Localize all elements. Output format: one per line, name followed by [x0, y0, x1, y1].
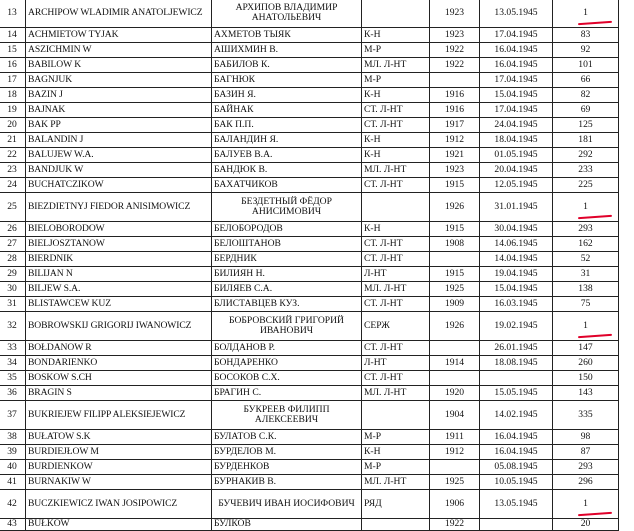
latin-name: BURNAKIW W [26, 475, 212, 490]
rank: К-Н [362, 148, 430, 163]
birth-year: 1908 [430, 237, 480, 252]
rank [362, 519, 430, 531]
row-number: 33 [0, 341, 26, 356]
table-row [0, 133, 619, 148]
table-row [0, 193, 619, 222]
row-number: 35 [0, 371, 26, 386]
cyrillic-name: АХМЕТОВ ТЫЯК [212, 28, 362, 43]
rank [362, 193, 430, 222]
cyrillic-name: БЕРДНИК [212, 252, 362, 267]
table-row [0, 118, 619, 133]
latin-name: BIELJOSZTANOW [26, 237, 212, 252]
birth-year: 1925 [430, 475, 480, 490]
death-date: 18.08.1945 [480, 356, 553, 371]
table-row [0, 371, 619, 386]
table-row [0, 58, 619, 73]
birth-year: 1904 [430, 401, 480, 430]
birth-year: 1915 [430, 222, 480, 237]
cyrillic-name: БОЛДАНОВ Р. [212, 341, 362, 356]
grave-number: 138 [553, 282, 619, 297]
cyrillic-name: БЛИСТАВЦЕВ КУЗ. [212, 297, 362, 312]
death-date: 15.04.1945 [480, 88, 553, 103]
rank: МЛ. Л-НТ [362, 282, 430, 297]
birth-year [430, 73, 480, 88]
latin-name: BOSKOW S.CH [26, 371, 212, 386]
row-number: 41 [0, 475, 26, 490]
death-date: 10.05.1945 [480, 475, 553, 490]
row-number: 42 [0, 490, 26, 519]
grave-number: 1 [553, 0, 619, 28]
death-date: 24.04.1945 [480, 118, 553, 133]
latin-name: BAJNAK [26, 103, 212, 118]
death-date: 17.04.1945 [480, 103, 553, 118]
death-date [480, 519, 553, 531]
rank: К-Н [362, 88, 430, 103]
cyrillic-name: БАЛАНДИН Я. [212, 133, 362, 148]
grave-number: 181 [553, 133, 619, 148]
row-number: 37 [0, 401, 26, 430]
birth-year [430, 460, 480, 475]
birth-year: 1926 [430, 312, 480, 341]
row-number: 21 [0, 133, 26, 148]
row-number: 30 [0, 282, 26, 297]
birth-year: 1914 [430, 356, 480, 371]
table-row [0, 475, 619, 490]
cyrillic-name: БАЙНАК [212, 103, 362, 118]
death-date: 12.05.1945 [480, 178, 553, 193]
birth-year: 1923 [430, 163, 480, 178]
cyrillic-name: АРХИПОВ ВЛАДИМИР АНАТОЛЬЕВИЧ [212, 0, 362, 28]
rank: СТ. Л-НТ [362, 371, 430, 386]
latin-name: ARCHIPOW WLADIMIR ANATOLJEWICZ [26, 0, 212, 28]
cyrillic-name: БИЛИЯН Н. [212, 267, 362, 282]
birth-year: 1916 [430, 88, 480, 103]
death-date: 15.04.1945 [480, 282, 553, 297]
cyrillic-name: БАНДЮК В. [212, 163, 362, 178]
grave-number: 293 [553, 222, 619, 237]
grave-number: 143 [553, 386, 619, 401]
grave-number: 87 [553, 445, 619, 460]
cyrillic-name: БАК П.П. [212, 118, 362, 133]
cyrillic-name: БУРНАКИВ В. [212, 475, 362, 490]
death-date: 14.04.1945 [480, 252, 553, 267]
latin-name: BAGNJUK [26, 73, 212, 88]
rank: МЛ. Л-НТ [362, 58, 430, 73]
death-date: 26.01.1945 [480, 341, 553, 356]
birth-year: 1923 [430, 0, 480, 28]
grave-number: 233 [553, 163, 619, 178]
death-date: 17.04.1945 [480, 73, 553, 88]
grave-number: 293 [553, 460, 619, 475]
grave-number: 69 [553, 103, 619, 118]
cyrillic-name: БОСОКОВ С.Х. [212, 371, 362, 386]
latin-name: BUCHATCZIKOW [26, 178, 212, 193]
death-date: 15.05.1945 [480, 386, 553, 401]
table-row [0, 237, 619, 252]
row-number: 13 [0, 0, 26, 28]
table-row [0, 490, 619, 519]
row-number: 31 [0, 297, 26, 312]
latin-name: BRAGIN S [26, 386, 212, 401]
rank: СТ. Л-НТ [362, 237, 430, 252]
row-number: 26 [0, 222, 26, 237]
latin-name: BURDIEJŁOW M [26, 445, 212, 460]
birth-year [430, 341, 480, 356]
table-row [0, 519, 619, 531]
death-date: 16.04.1945 [480, 445, 553, 460]
row-number: 43 [0, 519, 26, 531]
birth-year: 1926 [430, 193, 480, 222]
birth-year: 1911 [430, 430, 480, 445]
death-date: 13.05.1945 [480, 490, 553, 519]
rank: МЛ. Л-НТ [362, 163, 430, 178]
grave-number: 296 [553, 475, 619, 490]
birth-year: 1915 [430, 178, 480, 193]
death-date: 19.02.1945 [480, 312, 553, 341]
death-date: 16.04.1945 [480, 43, 553, 58]
latin-name: BALUJEW W.A. [26, 148, 212, 163]
rank: М-Р [362, 43, 430, 58]
latin-name: ACHMIETOW TYJAK [26, 28, 212, 43]
row-number: 32 [0, 312, 26, 341]
grave-number: 31 [553, 267, 619, 282]
latin-name: BURDIENKOW [26, 460, 212, 475]
row-number: 36 [0, 386, 26, 401]
row-number: 16 [0, 58, 26, 73]
death-date: 17.04.1945 [480, 28, 553, 43]
table-row [0, 148, 619, 163]
rank: МЛ. Л-НТ [362, 475, 430, 490]
birth-year: 1915 [430, 267, 480, 282]
death-date: 05.08.1945 [480, 460, 553, 475]
cyrillic-name: БУКРЕЕВ ФИЛИПП АЛЕКСЕЕВИЧ [212, 401, 362, 430]
grave-number: 20 [553, 519, 619, 531]
rank: Л-НТ [362, 267, 430, 282]
row-number: 15 [0, 43, 26, 58]
grave-number: 292 [553, 148, 619, 163]
rank: СТ. Л-НТ [362, 252, 430, 267]
latin-name: BAK PP [26, 118, 212, 133]
table-row [0, 341, 619, 356]
cyrillic-name: БЕЛОШТАНОВ [212, 237, 362, 252]
grave-number: 335 [553, 401, 619, 430]
row-number: 17 [0, 73, 26, 88]
cyrillic-name: БАГНЮК [212, 73, 362, 88]
cyrillic-name: БЕЛОБОРОДОВ [212, 222, 362, 237]
table-row [0, 282, 619, 297]
row-number: 22 [0, 148, 26, 163]
grave-number: 260 [553, 356, 619, 371]
death-date: 30.04.1945 [480, 222, 553, 237]
row-number: 38 [0, 430, 26, 445]
cyrillic-name: БУРДЕНКОВ [212, 460, 362, 475]
table-row [0, 178, 619, 193]
grave-number: 125 [553, 118, 619, 133]
table-row [0, 163, 619, 178]
row-number: 19 [0, 103, 26, 118]
death-date: 01.05.1945 [480, 148, 553, 163]
birth-year: 1922 [430, 43, 480, 58]
table-row [0, 252, 619, 267]
cyrillic-name: БАЛУЕВ В.А. [212, 148, 362, 163]
grave-number: 162 [553, 237, 619, 252]
birth-year: 1912 [430, 133, 480, 148]
latin-name: BUŁKOW [26, 519, 212, 531]
death-date: 19.04.1945 [480, 267, 553, 282]
latin-name: BUCZKIEWICZ IWAN JOSIPOWICZ [26, 490, 212, 519]
rank: Л-НТ [362, 356, 430, 371]
death-date: 16.03.1945 [480, 297, 553, 312]
latin-name: BLISTAWCEW KUZ [26, 297, 212, 312]
rank [362, 0, 430, 28]
cyrillic-name: БАЗИН Я. [212, 88, 362, 103]
row-number: 39 [0, 445, 26, 460]
table-row [0, 312, 619, 341]
birth-year: 1912 [430, 445, 480, 460]
row-number: 34 [0, 356, 26, 371]
birth-year [430, 371, 480, 386]
row-number: 23 [0, 163, 26, 178]
cyrillic-name: АШИХМИН В. [212, 43, 362, 58]
table-row [0, 460, 619, 475]
table-row [0, 0, 619, 28]
death-date: 16.04.1945 [480, 430, 553, 445]
latin-name: ASZICHMIN W [26, 43, 212, 58]
rank: СТ. Л-НТ [362, 103, 430, 118]
table-row [0, 267, 619, 282]
birth-year [430, 252, 480, 267]
cyrillic-name: БУРДЕЛОВ М. [212, 445, 362, 460]
death-date: 20.04.1945 [480, 163, 553, 178]
table-row [0, 430, 619, 445]
table-row [0, 386, 619, 401]
latin-name: BABILOW K [26, 58, 212, 73]
birth-year: 1906 [430, 490, 480, 519]
table-row [0, 88, 619, 103]
cyrillic-name: БИЛЯЕВ С.А. [212, 282, 362, 297]
table-row [0, 401, 619, 430]
birth-year: 1923 [430, 28, 480, 43]
grave-number: 75 [553, 297, 619, 312]
row-number: 29 [0, 267, 26, 282]
grave-number: 1 [553, 193, 619, 222]
cyrillic-name: БРАГИН С. [212, 386, 362, 401]
cyrillic-name: БУЛКОВ [212, 519, 362, 531]
table-row [0, 73, 619, 88]
grave-number: 83 [553, 28, 619, 43]
row-number: 28 [0, 252, 26, 267]
latin-name: BONDARIENKO [26, 356, 212, 371]
grave-number: 147 [553, 341, 619, 356]
table-row [0, 445, 619, 460]
rank: СТ. Л-НТ [362, 297, 430, 312]
birth-year: 1909 [430, 297, 480, 312]
cyrillic-name: БУЧЕВИЧ ИВАН ИОСИФОВИЧ [212, 490, 362, 519]
death-date: 13.05.1945 [480, 0, 553, 28]
birth-year: 1920 [430, 386, 480, 401]
birth-year: 1916 [430, 103, 480, 118]
rank: К-Н [362, 28, 430, 43]
grave-number: 98 [553, 430, 619, 445]
rank: К-Н [362, 445, 430, 460]
birth-year: 1922 [430, 58, 480, 73]
death-date: 18.04.1945 [480, 133, 553, 148]
table-row [0, 103, 619, 118]
cyrillic-name: БОНДАРЕНКО [212, 356, 362, 371]
row-number: 18 [0, 88, 26, 103]
table-row [0, 356, 619, 371]
table-row [0, 28, 619, 43]
latin-name: BALANDIN J [26, 133, 212, 148]
grave-number: 101 [553, 58, 619, 73]
rank: СТ. Л-НТ [362, 341, 430, 356]
birth-year: 1921 [430, 148, 480, 163]
row-number: 40 [0, 460, 26, 475]
row-number: 14 [0, 28, 26, 43]
table-row [0, 297, 619, 312]
grave-number: 82 [553, 88, 619, 103]
latin-name: BAZIN J [26, 88, 212, 103]
latin-name: BOBROWSKIJ GRIGORIJ IWANOWICZ [26, 312, 212, 341]
death-date: 31.01.1945 [480, 193, 553, 222]
latin-name: BILIJAN N [26, 267, 212, 282]
cyrillic-name: БАХАТЧИКОВ [212, 178, 362, 193]
cyrillic-name: БЕЗДЕТНЫЙ ФЁДОР АНИСИМОВИЧ [212, 193, 362, 222]
death-date: 16.04.1945 [480, 58, 553, 73]
grave-number: 52 [553, 252, 619, 267]
rank: СЕРЖ [362, 312, 430, 341]
latin-name: BUKRIEJEW FILIPP ALEKSIEJEWICZ [26, 401, 212, 430]
table-row [0, 222, 619, 237]
grave-number: 1 [553, 312, 619, 341]
cyrillic-name: БАБИЛОВ К. [212, 58, 362, 73]
rank: М-Р [362, 460, 430, 475]
latin-name: BOŁDANOW R [26, 341, 212, 356]
birth-year: 1925 [430, 282, 480, 297]
rank: РЯД [362, 490, 430, 519]
rank: СТ. Л-НТ [362, 178, 430, 193]
row-number: 24 [0, 178, 26, 193]
latin-name: BIERDNIK [26, 252, 212, 267]
rank: МЛ. Л-НТ [362, 386, 430, 401]
rank: К-Н [362, 133, 430, 148]
table-row [0, 43, 619, 58]
death-date [480, 371, 553, 386]
row-number: 27 [0, 237, 26, 252]
birth-year: 1922 [430, 519, 480, 531]
cyrillic-name: БОБРОВСКИЙ ГРИГОРИЙ ИВАНОВИЧ [212, 312, 362, 341]
grave-number: 150 [553, 371, 619, 386]
latin-name: BIELOBORODOW [26, 222, 212, 237]
cyrillic-name: БУЛАТОВ С.К. [212, 430, 362, 445]
birth-year: 1917 [430, 118, 480, 133]
rank: К-Н [362, 222, 430, 237]
rank: СТ. Л-НТ [362, 118, 430, 133]
grave-number: 92 [553, 43, 619, 58]
grave-number: 225 [553, 178, 619, 193]
rank [362, 401, 430, 430]
latin-name: BUŁATOW S.K [26, 430, 212, 445]
row-number: 25 [0, 193, 26, 222]
grave-number: 1 [553, 490, 619, 519]
latin-name: BANDJUK W [26, 163, 212, 178]
grave-number: 66 [553, 73, 619, 88]
death-date: 14.06.1945 [480, 237, 553, 252]
death-date: 14.02.1945 [480, 401, 553, 430]
row-number: 20 [0, 118, 26, 133]
latin-name: BILJEW S.A. [26, 282, 212, 297]
rank: М-Р [362, 73, 430, 88]
latin-name: BIEZDIETNYJ FIEDOR ANISIMOWICZ [26, 193, 212, 222]
rank: М-Р [362, 430, 430, 445]
